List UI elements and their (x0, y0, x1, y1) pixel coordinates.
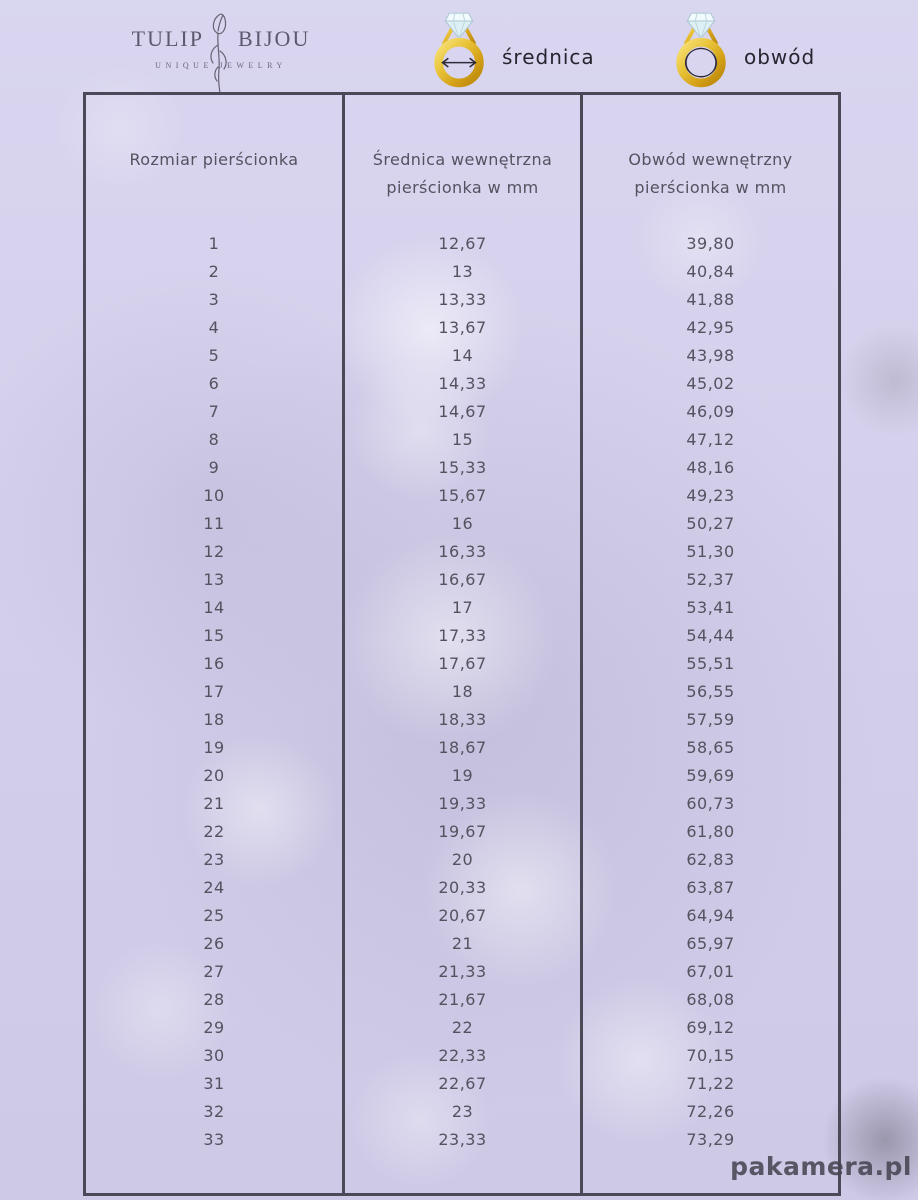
table-cell-circumference: 67,01 (686, 962, 735, 981)
table-cell-circumference: 50,27 (686, 514, 735, 533)
table-cell-diameter: 12,67 (438, 234, 487, 253)
table-cell-circumference: 63,87 (686, 878, 735, 897)
table-cell-size: 16 (203, 654, 225, 673)
table-column-circumference (580, 95, 838, 1193)
table-cell-circumference: 64,94 (686, 906, 735, 925)
table-cell-diameter: 23,33 (438, 1130, 487, 1149)
table-cell-circumference: 72,26 (686, 1102, 735, 1121)
size-cells (86, 230, 342, 1154)
legend-diameter-label: średnica (502, 45, 595, 69)
table-cell-diameter: 21,67 (438, 990, 487, 1009)
ring-diameter-icon (428, 10, 490, 94)
table-cell-circumference: 60,73 (686, 794, 735, 813)
legend-circumference (670, 10, 815, 94)
table-cell-circumference: 46,09 (686, 402, 735, 421)
brand-name (132, 26, 310, 52)
table-cell-diameter: 16 (451, 514, 474, 533)
column-header-circumference: Obwód wewnętrzny pierścionka w mm (628, 150, 793, 197)
table-cell-size: 33 (203, 1130, 225, 1149)
table-cell-size: 30 (203, 1046, 225, 1065)
brand-logo (132, 26, 310, 70)
table-cell-circumference: 40,84 (686, 262, 735, 281)
table-cell-size: 26 (203, 934, 225, 953)
table-cell-circumference: 41,88 (686, 290, 735, 309)
table-cell-circumference: 71,22 (686, 1074, 735, 1093)
column-header-size: Rozmiar pierścionka (129, 150, 299, 169)
table-cell-size: 19 (203, 738, 225, 757)
table-cell-circumference: 61,80 (686, 822, 735, 841)
table-cell-size: 8 (208, 430, 220, 449)
table-cell-size: 24 (203, 878, 225, 897)
table-cell-circumference: 58,65 (686, 738, 735, 757)
table-cell-size: 6 (208, 374, 220, 393)
table-cell-circumference: 68,08 (686, 990, 735, 1009)
table-cell-diameter: 22 (451, 1018, 474, 1037)
table-cell-diameter: 14,33 (438, 374, 487, 393)
table-cell-diameter: 20,33 (438, 878, 487, 897)
column-header-diameter: Średnica wewnętrzna pierścionka w mm (372, 150, 553, 197)
ring-circumference-icon (670, 10, 732, 94)
table-cell-diameter: 21 (451, 934, 474, 953)
table-cell-circumference: 65,97 (686, 934, 735, 953)
table-cell-size: 7 (208, 402, 220, 421)
circumference-cells (583, 230, 838, 1154)
table-cell-diameter: 20 (451, 850, 474, 869)
table-cell-diameter: 15 (451, 430, 474, 449)
table-cell-size: 20 (203, 766, 225, 785)
table-cell-circumference: 39,80 (686, 234, 735, 253)
table-cell-diameter: 22,33 (438, 1046, 487, 1065)
table-cell-diameter: 18,33 (438, 710, 487, 729)
table-cell-circumference: 53,41 (686, 598, 735, 617)
brand-word-bijou: BIJOU (238, 26, 311, 51)
table-cell-diameter: 13,33 (438, 290, 487, 309)
table-cell-diameter: 17,33 (438, 626, 487, 645)
legend-circumference-label: obwód (744, 45, 816, 69)
table-cell-circumference: 43,98 (686, 346, 735, 365)
table-cell-size: 18 (203, 710, 225, 729)
ring-size-table (83, 92, 841, 1196)
table-cell-size: 11 (203, 514, 225, 533)
table-cell-circumference: 54,44 (686, 626, 735, 645)
brand-word-tulip: TULIP (131, 26, 204, 51)
table-cell-diameter: 15,33 (438, 458, 487, 477)
table-cell-size: 2 (208, 262, 220, 281)
table-cell-circumference: 42,95 (686, 318, 735, 337)
table-cell-circumference: 59,69 (686, 766, 735, 785)
table-cell-size: 1 (208, 234, 220, 253)
table-cell-circumference: 57,59 (686, 710, 735, 729)
table-cell-size: 15 (203, 626, 225, 645)
table-cell-size: 9 (208, 458, 220, 477)
table-cell-size: 23 (203, 850, 225, 869)
table-cell-diameter: 17,67 (438, 654, 487, 673)
table-cell-size: 13 (203, 570, 225, 589)
table-cell-size: 27 (203, 962, 225, 981)
table-cell-diameter: 21,33 (438, 962, 487, 981)
table-cell-diameter: 17 (451, 598, 474, 617)
table-cell-circumference: 56,55 (686, 682, 735, 701)
table-cell-circumference: 52,37 (686, 570, 735, 589)
table-column-diameter (342, 95, 580, 1193)
diameter-cells (345, 230, 580, 1154)
table-cell-diameter: 23 (451, 1102, 474, 1121)
table-cell-size: 4 (208, 318, 220, 337)
table-cell-size: 10 (203, 486, 225, 505)
table-cell-size: 12 (203, 542, 225, 561)
brand-tagline: UNIQUE JEWELRY (155, 61, 287, 70)
table-cell-size: 5 (208, 346, 220, 365)
table-cell-circumference: 69,12 (686, 1018, 735, 1037)
table-cell-size: 32 (203, 1102, 225, 1121)
pakamera-watermark: pakamera.pl (730, 1152, 912, 1181)
table-cell-circumference: 73,29 (686, 1130, 735, 1149)
table-cell-diameter: 19,67 (438, 822, 487, 841)
table-cell-circumference: 51,30 (686, 542, 735, 561)
table-cell-diameter: 13,67 (438, 318, 487, 337)
table-cell-diameter: 16,67 (438, 570, 487, 589)
table-cell-size: 29 (203, 1018, 225, 1037)
table-cell-diameter: 22,67 (438, 1074, 487, 1093)
table-cell-diameter: 14,67 (438, 402, 487, 421)
table-cell-size: 31 (203, 1074, 225, 1093)
table-cell-diameter: 13 (451, 262, 474, 281)
table-cell-circumference: 62,83 (686, 850, 735, 869)
table-cell-size: 17 (203, 682, 225, 701)
table-cell-diameter: 15,67 (438, 486, 487, 505)
table-cell-size: 21 (203, 794, 225, 813)
table-cell-diameter: 19 (451, 766, 474, 785)
table-cell-diameter: 16,33 (438, 542, 487, 561)
table-cell-diameter: 19,33 (438, 794, 487, 813)
table-cell-circumference: 48,16 (686, 458, 735, 477)
legend-diameter (428, 10, 595, 94)
table-cell-size: 14 (203, 598, 225, 617)
table-column-size (86, 95, 342, 1193)
table-cell-size: 3 (208, 290, 220, 309)
table-cell-diameter: 18,67 (438, 738, 487, 757)
table-cell-size: 28 (203, 990, 225, 1009)
table-cell-diameter: 18 (451, 682, 474, 701)
table-cell-circumference: 49,23 (686, 486, 735, 505)
table-cell-size: 25 (203, 906, 225, 925)
table-cell-circumference: 55,51 (686, 654, 735, 673)
table-cell-circumference: 45,02 (686, 374, 735, 393)
table-cell-circumference: 70,15 (686, 1046, 735, 1065)
tulip-flower-icon (204, 10, 238, 100)
table-cell-circumference: 47,12 (686, 430, 735, 449)
table-cell-diameter: 20,67 (438, 906, 487, 925)
table-cell-size: 22 (203, 822, 225, 841)
table-cell-diameter: 14 (451, 346, 474, 365)
